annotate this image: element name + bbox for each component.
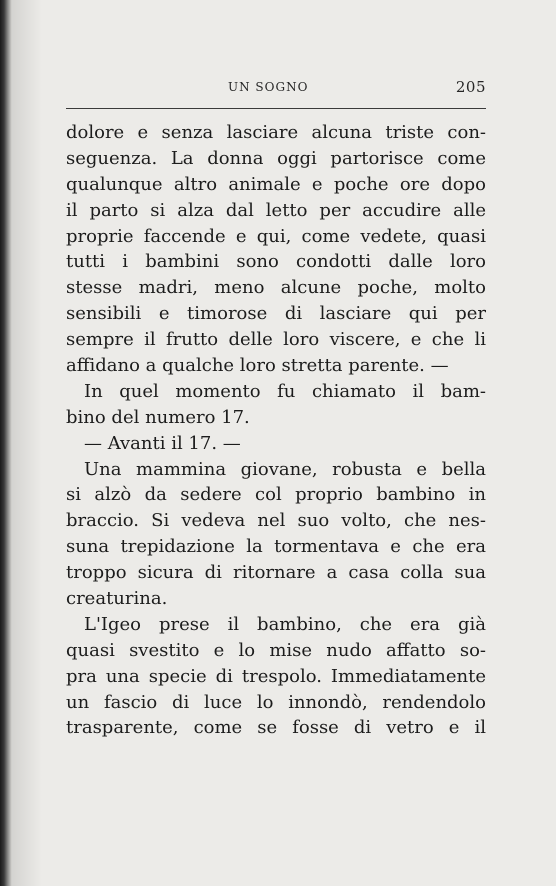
running-title: UN SOGNO — [228, 80, 309, 94]
binding-shadow — [0, 0, 12, 886]
text-line: il parto si alza dal letto per accudire alle — [66, 199, 486, 221]
header-rule — [66, 108, 486, 109]
text-line: sensibili e timorose di lasciare qui per — [66, 303, 486, 325]
page-header — [66, 80, 486, 102]
text-line: pra una specie di trespolo. Immediatamente — [66, 665, 486, 687]
text-line: suna trepidazione la tormentava e che era — [66, 536, 486, 558]
text-line: qualunque altro animale e poche ore dopo — [66, 173, 486, 195]
text-line: bino del numero 17. — [66, 406, 250, 428]
binding-fade — [12, 0, 42, 886]
text-line: dolore e senza lasciare alcuna triste con- — [66, 122, 486, 143]
text-line: proprie faccende e qui, come vedete, quasi — [66, 225, 486, 247]
body-text — [66, 120, 486, 741]
text-line: sempre il frutto delle loro viscere, e che li — [66, 329, 486, 351]
text-line: braccio. Si vedeva nel suo volto, che nes- — [66, 510, 486, 532]
text-line: Una mammina giovane, robusta e bella — [84, 458, 486, 480]
page-number: 205 — [455, 78, 486, 96]
dialogue-line: — Avanti il 17. — — [84, 432, 241, 454]
text-line: seguenza. La donna oggi partorisce come — [66, 147, 486, 169]
text-line: quasi svestito e lo mise nudo affatto so- — [66, 639, 486, 661]
text-line: trasparente, come se fosse di vetro e il — [66, 717, 486, 739]
text-line: troppo sicura di ritornare a casa colla sua — [66, 562, 486, 584]
text-line: tutti i bambini sono condotti dalle loro — [66, 251, 486, 273]
text-line: L'Igeo prese il bambino, che era già — [84, 613, 486, 635]
text-line: stesse madri, meno alcune poche, molto — [66, 277, 486, 299]
text-line: si alzò da sedere col proprio bambino in — [66, 484, 486, 506]
text-line: un fascio di luce lo innondò, rendendolo — [66, 691, 486, 713]
text-line: In quel momento fu chiamato il bam- — [84, 380, 486, 402]
text-line: affidano a qualche loro stretta parente. — — [66, 355, 449, 377]
text-line: creaturina. — [66, 588, 168, 610]
